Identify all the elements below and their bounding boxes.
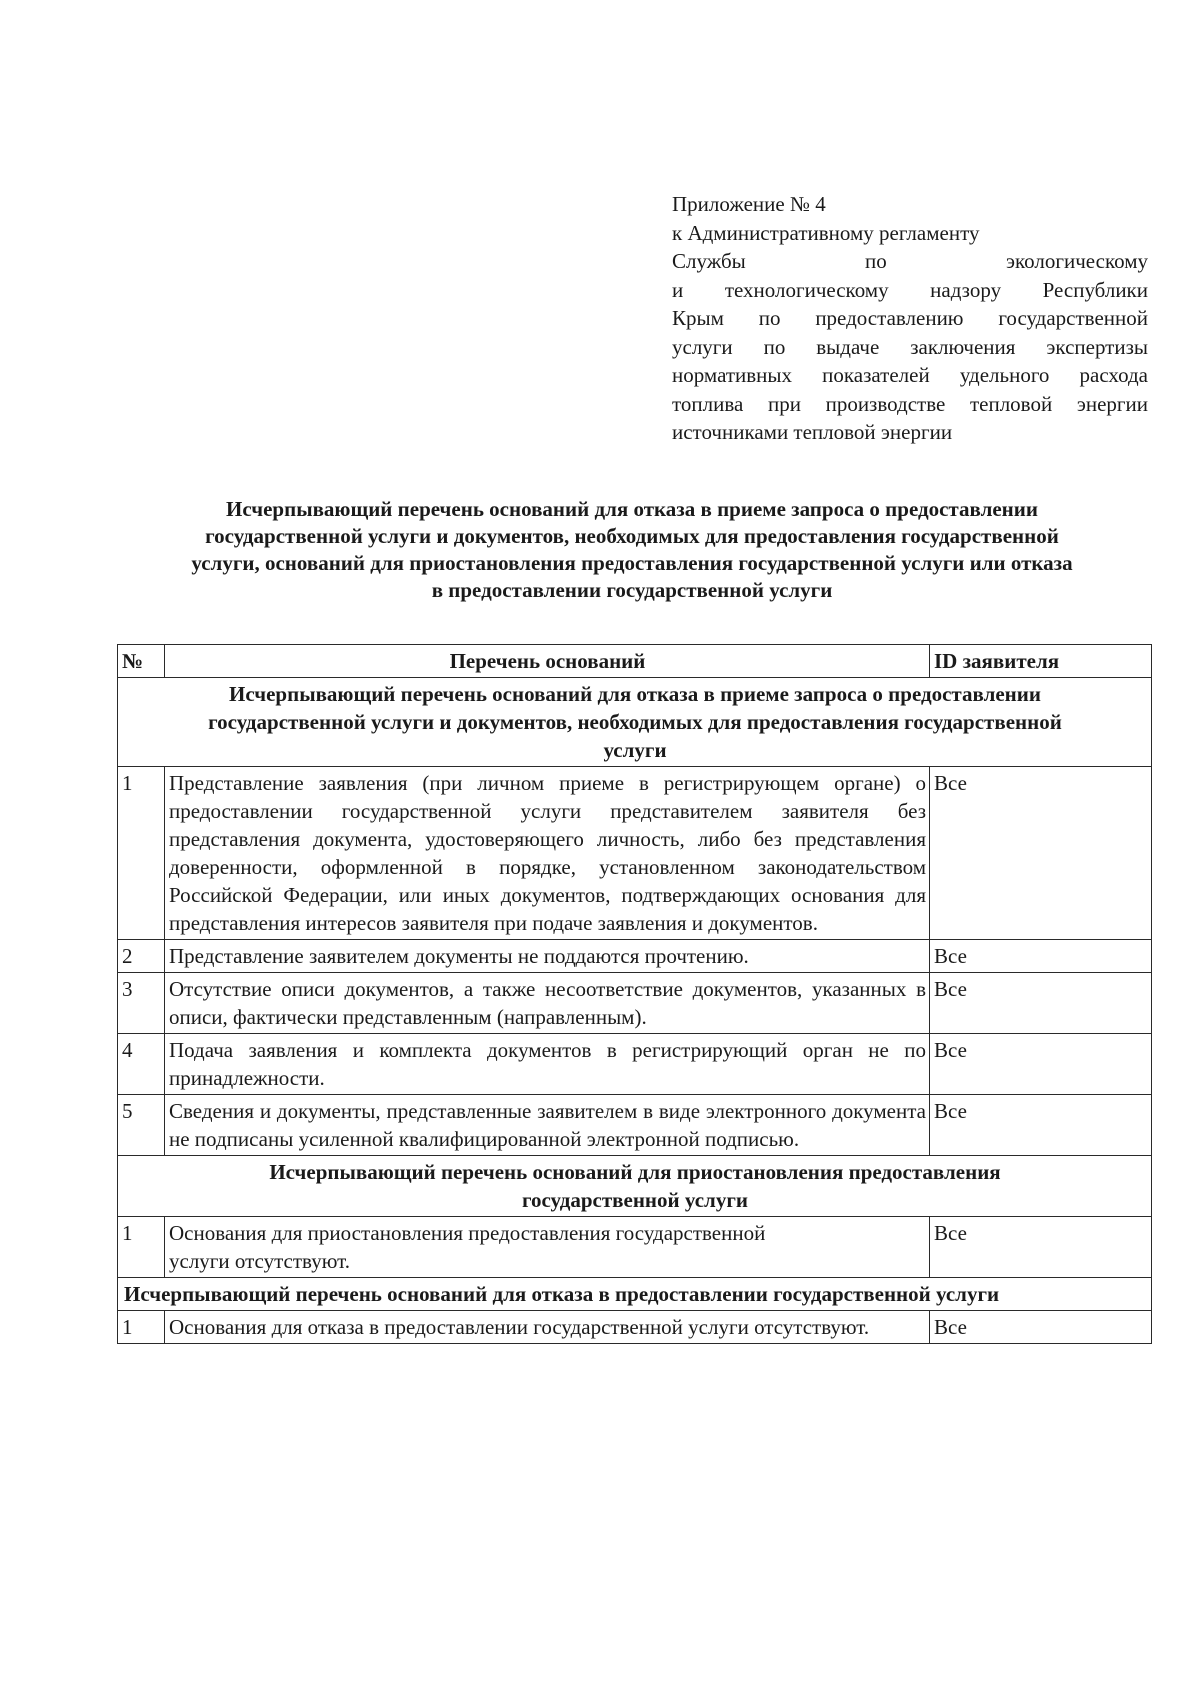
header-grounds: Перечень оснований xyxy=(165,645,930,678)
appendix-header xyxy=(672,190,1148,447)
section-title-line: Исчерпывающий перечень оснований для отказа в приеме запроса о предоставлении xyxy=(229,682,1041,706)
row-text: Сведения и документы, представленные заявителем в виде электронного документа не подписаны усиленной квалифицированной электронной подписью. xyxy=(165,1095,930,1156)
row-num: 3 xyxy=(118,973,165,1034)
section-header-row xyxy=(118,1156,1152,1217)
row-num: 1 xyxy=(118,767,165,940)
row-applicant-id: Все xyxy=(930,1217,1152,1278)
table-row xyxy=(118,1095,1152,1156)
title-line: услуги, оснований для приостановления предоставления государственной услуги или отказа xyxy=(191,551,1073,575)
row-text-line: Основания для приостановления предоставления государственной xyxy=(169,1221,766,1245)
title-line: Исчерпывающий перечень оснований для отказа в приеме запроса о предоставлении xyxy=(226,497,1038,521)
section-title-refusal-service xyxy=(118,1278,1152,1311)
table-row xyxy=(118,1217,1152,1278)
row-applicant-id: Все xyxy=(930,940,1152,973)
row-text: Основания для отказа в предоставлении государственной услуги отсутствуют. xyxy=(165,1311,930,1344)
row-applicant-id: Все xyxy=(930,1095,1152,1156)
section-header-row xyxy=(118,1278,1152,1311)
section-title-line: государственной услуги и документов, необходимых для предоставления государственной xyxy=(208,710,1062,734)
appendix-line: нормативных показателей удельного расхода xyxy=(672,363,1148,387)
row-text: Представление заявителем документы не поддаются прочтению. xyxy=(165,940,930,973)
row-text: Представление заявления (при личном приеме в регистрирующем органе) о предоставлении государственной услуги представителем заявителя без представления документа, удостоверяющего личность, либо без представления доверенности, оформленной в порядке, установленном законодательством Российской Федерации, или иных документов, подтверждающих основания для представления интересов заявителя при подаче заявления и документов. xyxy=(165,767,930,940)
row-text: Отсутствие описи документов, а также несоответствие документов, указанных в описи, фактически представленным (направленным). xyxy=(165,973,930,1034)
row-text-line: услуги отсутствуют. xyxy=(169,1249,350,1273)
table-row xyxy=(118,1311,1152,1344)
section-header-row xyxy=(118,678,1152,767)
document-title xyxy=(112,496,1152,604)
grounds-table xyxy=(117,644,1152,1344)
section-title-line: государственной услуги xyxy=(522,1188,748,1212)
row-applicant-id: Все xyxy=(930,1034,1152,1095)
table-row xyxy=(118,940,1152,973)
section-title-line: услуги xyxy=(603,738,667,762)
header-applicant-id: ID заявителя xyxy=(930,645,1152,678)
section-title-refusal-acceptance xyxy=(118,678,1152,767)
row-num: 1 xyxy=(118,1311,165,1344)
section-title-suspension xyxy=(118,1156,1152,1217)
header-num: № xyxy=(118,645,165,678)
table-row xyxy=(118,973,1152,1034)
section-title-line: Исчерпывающий перечень оснований для отказа в предоставлении государственной услуги xyxy=(124,1282,1000,1306)
appendix-line: услуги по выдаче заключения экспертизы xyxy=(672,334,1148,359)
row-applicant-id: Все xyxy=(930,973,1152,1034)
row-num: 4 xyxy=(118,1034,165,1095)
row-num: 1 xyxy=(118,1217,165,1278)
title-line: в предоставлении государственной услуги xyxy=(431,578,833,602)
appendix-line: и технологическому надзору Республики xyxy=(672,277,1148,302)
appendix-line: к Административному регламенту xyxy=(672,220,980,245)
appendix-line: Службы по экологическому xyxy=(672,249,1148,273)
row-applicant-id: Все xyxy=(930,1311,1152,1344)
appendix-line: Крым по предоставлению государственной xyxy=(672,306,1148,330)
table-header-row xyxy=(118,645,1152,678)
row-num: 2 xyxy=(118,940,165,973)
appendix-line: топлива при производстве тепловой энергии xyxy=(672,391,1148,416)
title-line: государственной услуги и документов, необходимых для предоставления государственной xyxy=(205,524,1059,548)
section-title-line: Исчерпывающий перечень оснований для приостановления предоставления xyxy=(269,1160,1001,1184)
table-row xyxy=(118,767,1152,940)
appendix-line: Приложение № 4 xyxy=(672,192,826,216)
appendix-line: источниками тепловой энергии xyxy=(672,420,953,444)
row-text: Подача заявления и комплекта документов в регистрирующий орган не по принадлежности. xyxy=(165,1034,930,1095)
row-text xyxy=(165,1217,930,1278)
row-num: 5 xyxy=(118,1095,165,1156)
row-applicant-id: Все xyxy=(930,767,1152,940)
table-row xyxy=(118,1034,1152,1095)
